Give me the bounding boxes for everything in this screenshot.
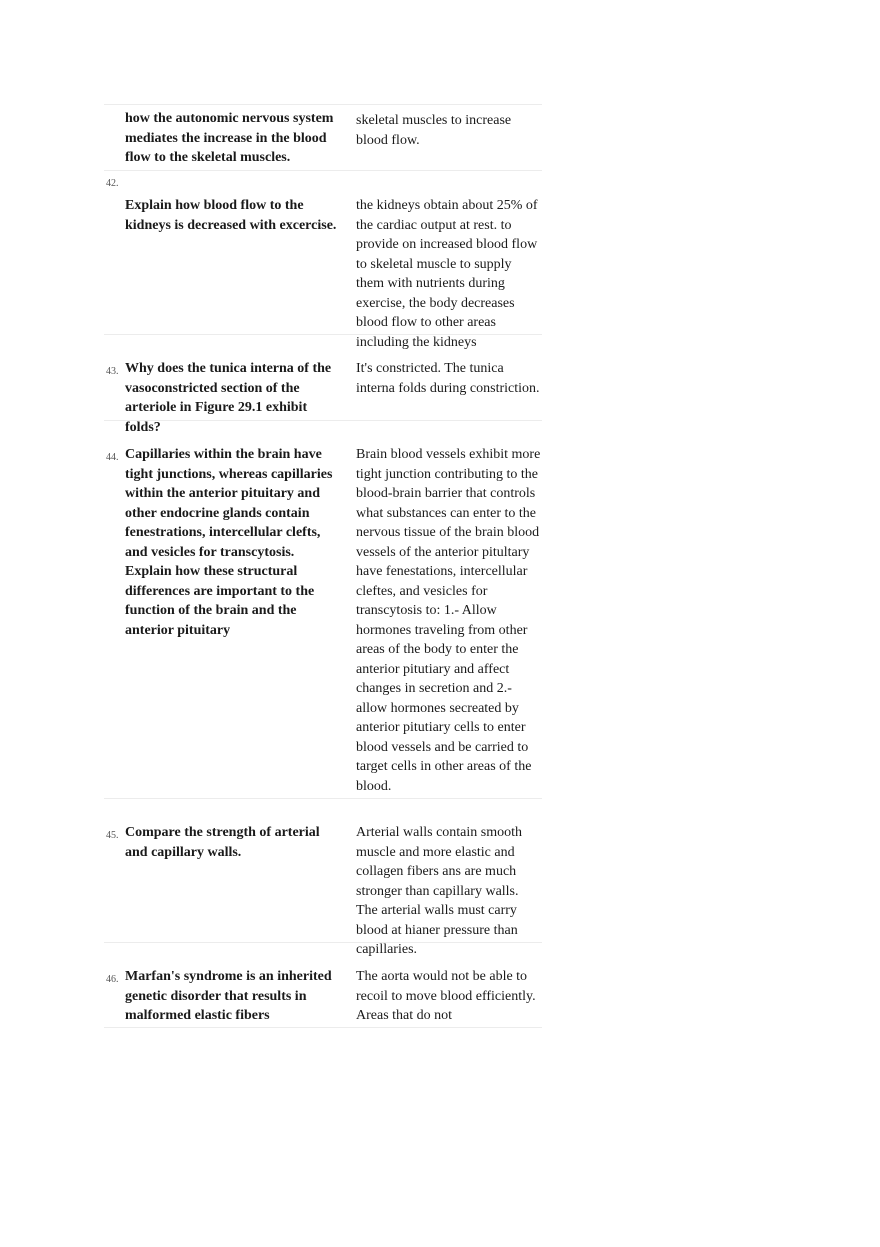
answer-text: skeletal muscles to increase blood flow.	[356, 113, 512, 148]
question-number: 46.	[106, 974, 119, 985]
question-text: Explain how blood flow to the kidneys is decreased with excercise.	[125, 198, 337, 233]
table-row	[104, 798, 542, 957]
table-row	[104, 420, 542, 798]
question-number: 44.	[106, 452, 119, 463]
question-number: 45.	[106, 830, 119, 841]
question-text: Why does the tunica interna of the vasoconstricted section of the arteriole in Figure 29.1 exhibit folds?	[125, 361, 332, 435]
table-row	[104, 334, 542, 435]
question-text: Marfan's syndrome is an inherited genetic disorder that results in malformed elastic fibers	[125, 969, 332, 1023]
answer-text: The aorta would not be able to recoil to move blood efficiently. Areas that do not	[356, 969, 536, 1023]
question-text: how the autonomic nervous system mediates the increase in the blood flow to the skeletal muscles.	[125, 111, 334, 165]
qa-table	[104, 104, 542, 1028]
table-row	[104, 942, 542, 1028]
question-text: Capillaries within the brain have tight junctions, whereas capillaries within the anterior pituitary and other endocrine glands contain fenestrations, intercellular clefts, and vesicles for transcytosis. Explain how these structural differences are important to the function of the brain and the anterior pituitary	[125, 447, 333, 638]
table-row	[104, 170, 542, 350]
table-row	[104, 104, 542, 170]
question-number: 42.	[106, 178, 119, 189]
answer-text: the kidneys obtain about 25% of the cardiac output at rest. to provide on increased blood flow to skeletal muscle to supply them with nutrients during exercise, the body decreases blood flow to other areas including the kidneys	[356, 198, 538, 350]
question-number: 43.	[106, 366, 119, 377]
question-text: Compare the strength of arterial and capillary walls.	[125, 825, 320, 860]
answer-text: It's constricted. The tunica interna folds during constriction.	[356, 361, 540, 396]
answer-text: Arterial walls contain smooth muscle and more elastic and collagen fibers ans are much stronger than capillary walls. The arterial walls must carry blood at hianer pressure than capillaries.	[356, 825, 523, 957]
answer-text: Brain blood vessels exhibit more tight junction contributing to the blood-brain barrier that controls what substances can enter to the nervous tissue of the brain blood vessels of the anterior pitultary have fenestations, intercellular cleftes, and vesicles for transcytosis to: 1.- Allow hormones traveling from other areas of the body to enter the anterior pitutiary and affect changes in secretion and 2.- allow hormones secreated by anterior pitutiary cells to enter blood vessels and be carried to target cells in other areas of the blood.	[356, 447, 541, 794]
